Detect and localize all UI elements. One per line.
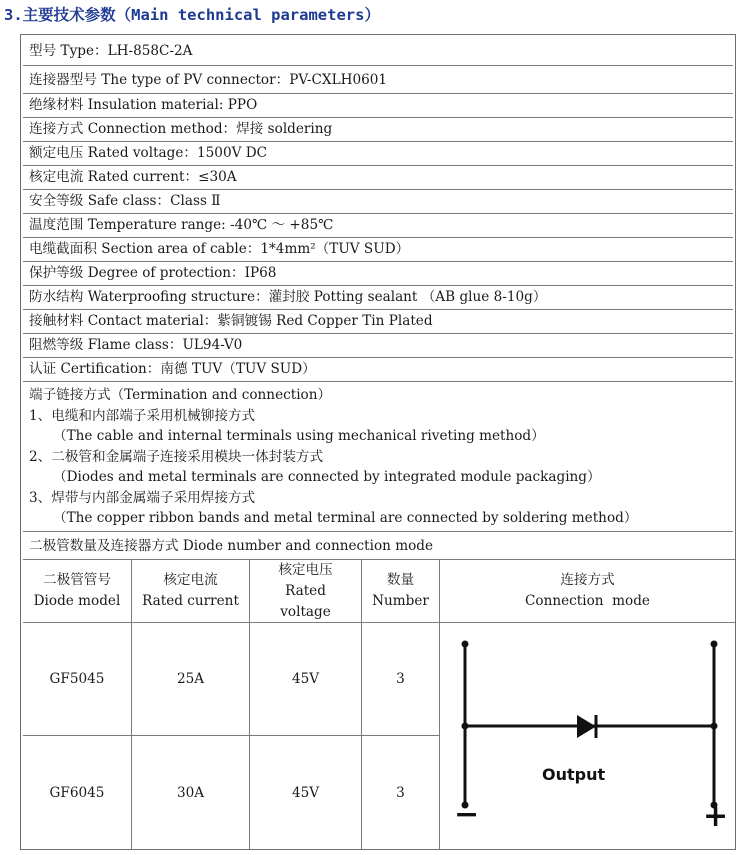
- header-connection-mode: 连接方式 Connection mode: [525, 572, 650, 609]
- plus-icon: +: [703, 799, 729, 834]
- param-temperature: 温度范围 Temperature range: -40℃ ～ +85℃: [23, 213, 733, 237]
- param-connection-method: 连接方式 Connection method：焊接 soldering: [23, 117, 733, 141]
- header-diode-model: 二极管管号 Diode model: [33, 572, 121, 609]
- terminal-dot: [462, 641, 469, 648]
- junction-dot: [711, 723, 718, 730]
- termination-block: [23, 381, 733, 531]
- junction-dot: [462, 723, 469, 730]
- termination-title: 端子链接方式（Termination and connection）: [29, 387, 332, 403]
- cell-rated-current: 30A: [176, 784, 205, 801]
- termination-item-zh: 2、二极管和金属端子连接采用模块一体封装方式: [29, 448, 324, 465]
- termination-item-en: （Diodes and metal terminals are connected by integrated module packaging）: [53, 469, 601, 485]
- param-contact-material: 接触材料 Contact material：紫铜镀锡 Red Copper Tin Plated: [23, 309, 733, 333]
- diode-table: [23, 559, 735, 849]
- termination-item-zh: 1、电缆和内部端子采用机械铆接方式: [29, 407, 256, 424]
- header-number: 数量 Number: [372, 572, 429, 609]
- termination-item-en: （The copper ribbon bands and metal terminal are connected by soldering method）: [53, 510, 638, 526]
- param-type: 型号 Type：LH-858C-2A: [29, 43, 193, 59]
- termination-item-zh: 3、焊带与内部金属端子采用焊接方式: [29, 489, 256, 506]
- param-flame-class: 阻燃等级 Flame class：UL94-V0: [23, 333, 733, 357]
- param-rated-voltage: 额定电压 Rated voltage：1500V DC: [23, 141, 733, 165]
- cell-rated-voltage: 45V: [291, 670, 320, 687]
- param-insulation: 绝缘材料 Insulation material: PPO: [23, 93, 733, 117]
- param-waterproofing: 防水结构 Waterproofing structure：灌封胶 Potting sealant （AB glue 8-10g）: [23, 285, 733, 309]
- header-rated-voltage: 核定电压 Rated voltage: [278, 561, 333, 620]
- connection-diagram: [440, 622, 735, 850]
- param-protection: 保护等级 Degree of protection：IP68: [23, 261, 733, 285]
- diode-icon: [577, 715, 596, 738]
- terminal-dot: [711, 641, 718, 648]
- output-label: Output: [542, 765, 606, 784]
- header-rated-current: 核定电流 Rated current: [142, 572, 239, 609]
- section-heading: 3.主要技术参数（Main technical parameters）: [4, 6, 380, 24]
- minus-icon: −: [454, 797, 480, 832]
- cell-diode-model: GF6045: [49, 784, 105, 801]
- diode-section-title: 二极管数量及连接器方式 Diode number and connection mode: [23, 531, 733, 559]
- circuit-diagram: [440, 622, 735, 850]
- cell-rated-voltage: 45V: [291, 784, 320, 801]
- cell-rated-current: 25A: [176, 670, 205, 687]
- param-certification: 认证 Certification：南德 TUV（TUV SUD）: [23, 357, 733, 381]
- param-rated-current: 核定电流 Rated current：≤30A: [23, 165, 733, 189]
- cell-diode-model: GF5045: [49, 670, 105, 687]
- cell-number: 3: [396, 784, 405, 801]
- param-cable-section: 电缆截面积 Section area of cable：1*4mm²（TUV SUD）: [23, 237, 733, 261]
- param-connector-type: 连接器型号 The type of PV connector：PV-CXLH0601: [23, 65, 733, 93]
- parameter-sheet: [20, 34, 736, 850]
- param-safe-class: 安全等级 Safe class：Class Ⅱ: [23, 189, 733, 213]
- termination-item-en: （The cable and internal terminals using mechanical riveting method）: [53, 428, 545, 444]
- cell-number: 3: [396, 670, 405, 687]
